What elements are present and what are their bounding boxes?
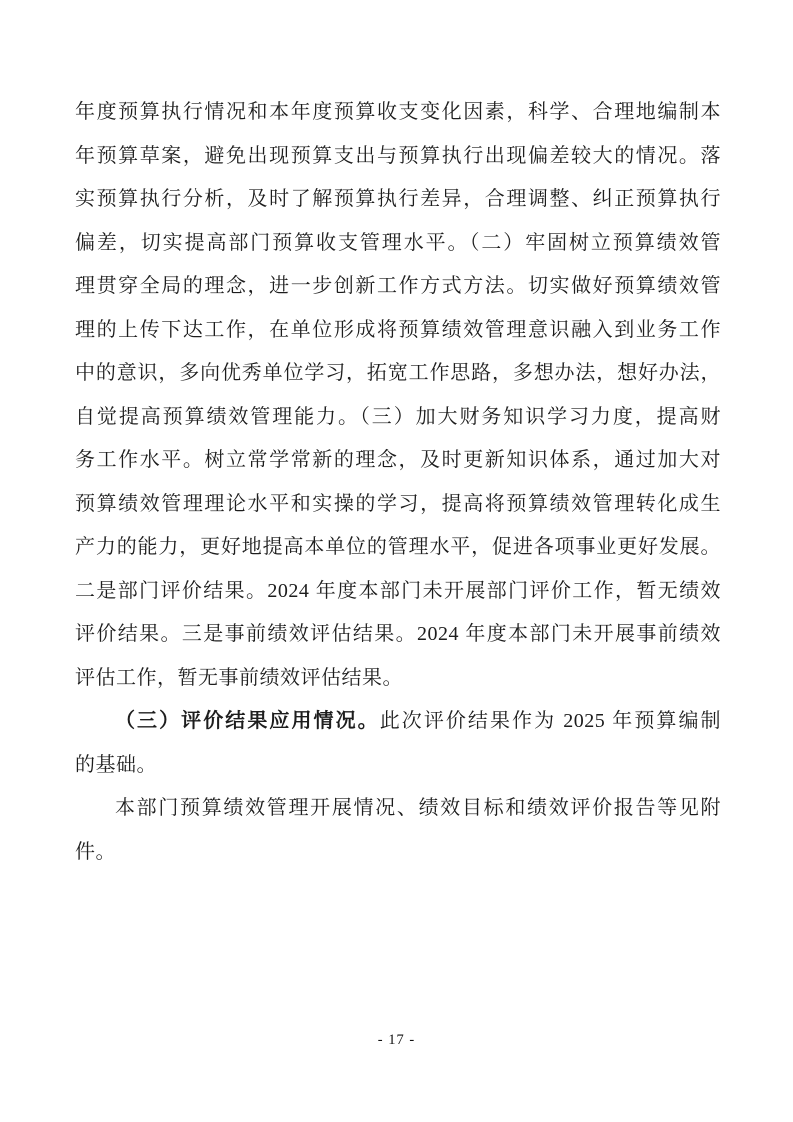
bold-text-segment: （三）评价结果应用情况。: [115, 710, 380, 732]
text-segment: 二是部门评价结果。2024 年度本部门未开展部门评价工作，暂无绩效: [75, 579, 721, 602]
text-segment: 自觉提高预算绩效管理能力。（三）加大财务知识学习力度，提高财: [75, 405, 721, 428]
text-line: [75, 91, 721, 135]
text-line: [75, 178, 721, 222]
text-line: [75, 787, 721, 831]
text-segment: 理的上传下达工作，在单位形成将预算绩效管理意识融入到业务工作: [75, 318, 721, 341]
text-segment: 预算绩效管理理论水平和实操的学习，提高将预算绩效管理转化成生: [75, 492, 721, 515]
text-segment: 务工作水平。树立常学常新的理念，及时更新知识体系，通过加大对: [75, 449, 721, 471]
text-line: [75, 265, 721, 309]
text-segment: 件。: [75, 840, 116, 863]
text-segment: 评价结果。三是事前绩效评估结果。2024 年度本部门未开展事前绩效: [75, 623, 721, 645]
text-line: [75, 831, 721, 875]
text-line: [75, 439, 721, 483]
text-segment: 实预算执行分析，及时了解预算执行差异，合理调整、纠正预算执行: [75, 188, 721, 210]
text-segment: 理贯穿全局的理念，进一步创新工作方式方法。切实做好预算绩效管: [75, 275, 721, 297]
text-line: [75, 657, 721, 701]
text-segment: 偏差，切实提高部门预算收支管理水平。（二）牢固树立预算绩效管: [75, 231, 721, 254]
text-segment: 本部门预算绩效管理开展情况、绩效目标和绩效评价报告等见附: [115, 797, 721, 819]
text-line: [75, 613, 721, 657]
paragraph: [75, 700, 721, 787]
text-segment: 产力的能力，更好地提高本单位的管理水平，促进各项事业更好发展。: [75, 536, 721, 558]
text-line: [75, 396, 721, 440]
text-segment: 年度预算执行情况和本年度预算收支变化因素，科学、合理地编制本: [75, 101, 721, 123]
text-line: [75, 352, 721, 396]
text-line: [75, 222, 721, 266]
text-line: [75, 570, 721, 614]
text-segment: 的基础。: [75, 753, 157, 776]
text-segment: 年预算草案，避免出现预算支出与预算执行出现偏差较大的情况。落: [75, 144, 721, 167]
text-line: [75, 135, 721, 179]
text-segment: 此次评价结果作为 2025 年预算编制: [379, 710, 721, 732]
paragraph: [75, 91, 721, 700]
text-line: [75, 483, 721, 527]
page-number: - 17 -: [377, 1032, 416, 1048]
text-segment: 评估工作，暂无事前绩效评估结果。: [75, 666, 403, 689]
paragraph: [75, 787, 721, 874]
text-line: [75, 700, 721, 744]
text-segment: 中的意识，多向优秀单位学习，拓宽工作思路，多想办法，想好办法，: [75, 362, 721, 384]
text-line: [75, 309, 721, 353]
text-line: [75, 526, 721, 570]
document-body-text: [75, 91, 721, 874]
text-line: [75, 744, 721, 788]
